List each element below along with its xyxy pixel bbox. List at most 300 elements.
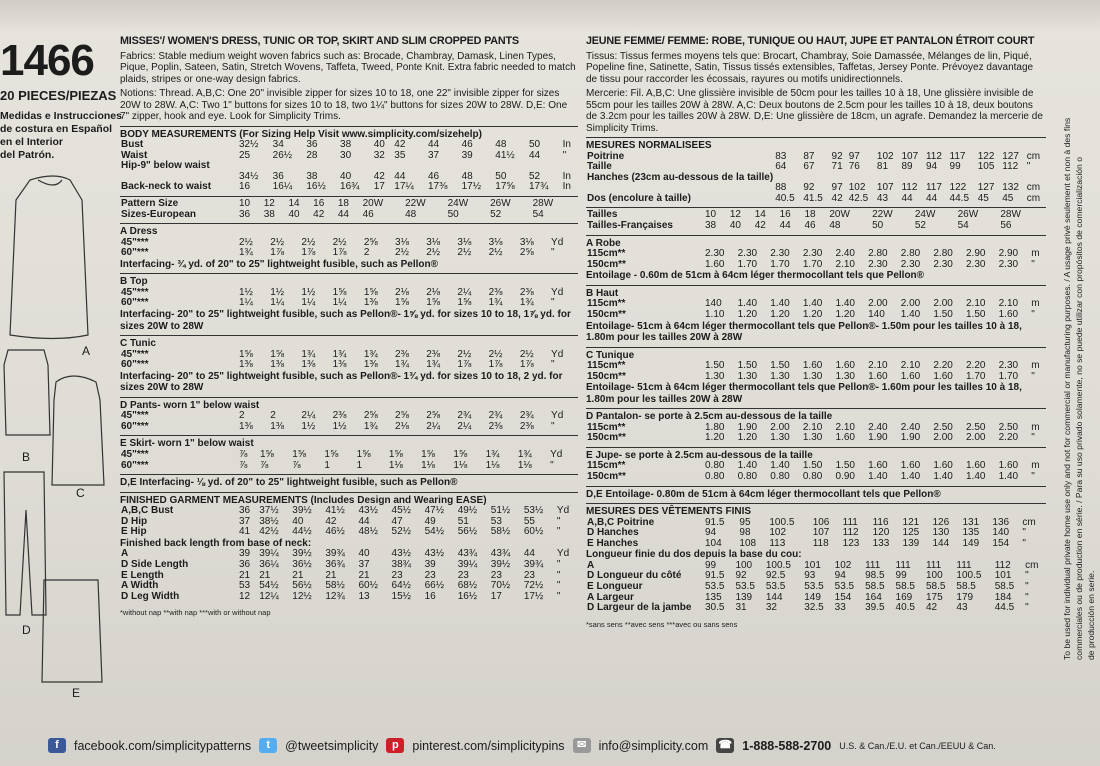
pinterest-icon: p (386, 738, 404, 753)
table-cell: 3⅛ (519, 236, 534, 248)
view-label-c: C (76, 486, 85, 500)
french-column (586, 36, 1046, 630)
table-cell: 53.5 (705, 581, 725, 593)
table-cell: " (556, 569, 561, 581)
table-row (120, 360, 578, 371)
table-cell: " (556, 580, 561, 592)
finished-measurements-table (120, 506, 578, 538)
table-cell: 40.5 (775, 192, 795, 204)
table-cell: 102 (848, 182, 866, 194)
body-measurements-heading: BODY MEASUREMENTS (For Sizing Help Visit www.simplicity.com/sizehelp) (120, 128, 482, 140)
table-cell: 2⅜ (488, 420, 503, 432)
table-cell: 2¼ (457, 286, 472, 298)
table-cell: 53.5 (735, 581, 755, 593)
table-cell: 2.30 (966, 258, 986, 270)
table-cell: 150cm** (587, 432, 626, 444)
table-cell: 42 (925, 602, 938, 614)
table-cell: 56½ (457, 526, 478, 538)
table-cell: 1½ (301, 420, 316, 432)
envelope-top-edge (0, 0, 1100, 30)
table-cell: 1⅝ (421, 448, 436, 460)
table-cell: 1¼ (239, 297, 253, 309)
table-cell: Back-neck to waist (121, 181, 212, 193)
table-cell: 10 (705, 209, 717, 221)
table-cell: 98.5 (865, 570, 885, 582)
table-cell: 95 (739, 516, 751, 528)
dress-sketch (10, 176, 88, 339)
table-cell: 1.50 (933, 308, 953, 320)
table-cell: 16½ (306, 181, 326, 193)
table-cell: 2.90 (966, 248, 986, 260)
table-cell: 2.00 (966, 432, 986, 444)
table-cell: 2⅛ (426, 286, 441, 298)
table-cell: 1¾ (519, 297, 534, 309)
table-cell: E Longueur (587, 581, 643, 593)
view-yardage-heading: D Pantalon- se porte à 2.5cm au-dessous de la taille (586, 411, 833, 423)
table-row (120, 560, 578, 571)
table-cell: 1.40 (933, 471, 953, 482)
table-cell: 39½ (292, 505, 312, 517)
table-cell: Yd (556, 505, 570, 517)
interfacing-note: Interfacing- ¾ yd. of 20" to 25" lightweight fusible, such as Pellon® (120, 258, 439, 270)
table-cell: 1.40 (737, 298, 758, 310)
table-cell (1042, 221, 1046, 232)
table-cell: 53½ (523, 505, 544, 517)
garment-sketches (0, 160, 112, 700)
table-cell: 101 (804, 559, 821, 571)
table-cell: A (121, 548, 129, 560)
table-cell: 3⅛ (457, 236, 472, 248)
interfacing-note: Interfacing- 20" to 25" lightweight fusible, such as Pellon®- 1¾ yd. for sizes 10 to 18, 2 yd. for sizes 20W to 28W (120, 370, 563, 394)
table-cell: 32½ (239, 139, 259, 150)
table-cell: 1⅜ (270, 420, 285, 432)
table-cell: 55 (523, 515, 535, 527)
table-cell: 58.5 (865, 581, 885, 593)
table-cell: 1⅛ (388, 459, 403, 471)
table-row (120, 288, 578, 299)
twitter-handle[interactable]: @tweetsimplicity (285, 738, 379, 753)
table-cell: 42½ (259, 526, 279, 538)
table-cell: 39½ (490, 558, 511, 570)
table-cell: 2.80 (900, 248, 921, 260)
table-cell: 1¾ (332, 348, 347, 360)
table-cell: 40 (358, 548, 370, 560)
table-cell: 16¾ (340, 181, 360, 193)
yardage-table (120, 450, 578, 471)
table-cell: 48½ (358, 526, 378, 538)
table-cell: 39.5 (865, 602, 885, 614)
table-cell: 54 (957, 220, 969, 232)
interfacing-note: Entoilage- 51cm à 64cm léger thermocollant tels que Pellon®- 1.50m pour les tailles 10 à 18, 1.80m pour les tailles 20W à 28W (586, 320, 1022, 344)
table-cell: 16¼ (272, 181, 293, 193)
table-cell (574, 210, 578, 221)
email-link[interactable]: info@simplicity.com (598, 738, 709, 753)
table-cell: 1⅜ (363, 297, 378, 309)
notions-text: Notions: Thread. A,B,C: One 20" invisible zipper for sizes 10 to 18, one 22" invisible zipper for sizes 20W to 28W. A,C: Two 1" buttons for sizes 10 to 18, two 1¼" buttons for sizes 20W to 28W. D,E: One 7" zipper, hook and eye. Look for Simplicity Trims. (120, 88, 568, 122)
table-cell: 33 (834, 602, 846, 614)
table-cell: 23 (424, 569, 436, 581)
table-cell: 1¾ (488, 297, 503, 309)
table-cell: 2½ (457, 348, 472, 360)
table-cell: 2.90 (998, 248, 1019, 260)
table-cell: Poitrine (587, 150, 625, 162)
body-measurements-table (120, 140, 578, 193)
table-cell: 100.5 (956, 570, 982, 582)
table-cell: 43½ (424, 548, 445, 560)
back-length-heading: Longueur finie du dos depuis la base du cou: (586, 549, 802, 561)
table-cell: 67 (803, 161, 815, 173)
table-cell: 1.20 (737, 432, 758, 444)
table-cell: 17⅝ (495, 181, 515, 193)
divider (586, 447, 1046, 448)
table-cell: 115cm** (587, 298, 626, 310)
table-cell: 2½ (488, 348, 503, 360)
table-cell: 40 (292, 515, 304, 527)
table-cell: 24W (914, 209, 936, 221)
divider (120, 435, 578, 436)
table-cell: 50 (447, 208, 459, 220)
table-cell: 42 (325, 515, 337, 527)
table-cell: 36 (239, 505, 251, 517)
divider (120, 397, 578, 398)
table-cell: 48 (405, 208, 417, 220)
table-cell: 1.20 (802, 308, 823, 320)
table-cell: 2½ (426, 247, 441, 259)
phone-icon: ☎ (716, 738, 734, 753)
divider (120, 492, 578, 493)
table-cell: 1½ (239, 286, 253, 298)
table-cell: 140 (868, 308, 885, 320)
table-cell: 1.60 (998, 308, 1019, 320)
table-cell: 2⅜ (519, 286, 534, 298)
table-cell: 1.60 (998, 460, 1019, 472)
table-cell: 32 (765, 602, 777, 614)
table-cell: 1.40 (998, 471, 1019, 482)
table-cell: 2.40 (868, 421, 888, 433)
pinterest-link[interactable]: pinterest.com/simplicitypins (412, 738, 565, 753)
table-cell: 1¾ (485, 448, 500, 460)
table-cell: 26½ (272, 149, 293, 161)
table-cell: 1.50 (705, 360, 725, 372)
table-cell: 40 (340, 170, 352, 182)
table-cell: 51 (457, 515, 469, 527)
table-cell: 1.20 (770, 308, 790, 320)
table-cell: 60½ (358, 580, 378, 592)
table-cell: 37½ (259, 505, 279, 517)
view-yardage-heading: C Tunic (120, 338, 156, 350)
table-cell: 1⅝ (239, 348, 253, 360)
table-cell: 36¾ (325, 558, 345, 570)
table-cell: 2.40 (835, 248, 855, 260)
table-cell: 1.60 (966, 460, 986, 472)
table-cell: 66½ (424, 580, 445, 592)
yardage-table (120, 350, 578, 371)
table-cell: Yd (551, 236, 564, 248)
table-cell: 1.60 (835, 432, 855, 444)
table-cell: Sizes-European (121, 208, 197, 220)
table-row (586, 152, 1046, 163)
yardage-table (586, 249, 1046, 270)
section-title: JEUNE FEMME/ FEMME: ROBE, TUNIQUE OU HAUT, JUPE ET PANTALON ÉTROIT COURT (586, 35, 1035, 47)
table-cell (574, 199, 578, 210)
table-cell: ⅞ (292, 459, 301, 471)
table-cell: 25 (239, 149, 251, 161)
table-cell: Yd (551, 286, 564, 298)
table-cell: 39 (461, 149, 473, 161)
table-cell: 131 (962, 516, 980, 528)
divider (586, 408, 1046, 409)
table-cell: " (1025, 581, 1029, 593)
table-cell: 1⅝ (356, 448, 371, 460)
table-cell: 107 (876, 182, 894, 194)
interfacing-note: Entoilage - 0.60m de 51cm à 64cm léger thermocollant tels que Pellon® (586, 270, 925, 282)
table-cell: 20W (829, 209, 850, 221)
table-cell: 2.20 (966, 360, 986, 372)
table-cell: 107 (901, 150, 919, 162)
table-cell: 17⅜ (427, 181, 448, 193)
table-cell: 169 (895, 591, 913, 603)
table-cell: 1⅜ (270, 359, 285, 371)
table-cell: 111 (956, 559, 972, 571)
table-cell: 42.5 (848, 192, 869, 204)
table-cell: 99 (705, 559, 717, 571)
table-cell: 1¼ (301, 297, 316, 309)
table-cell: 112 (994, 559, 1011, 571)
table-cell: A,B,C Bust (121, 505, 174, 517)
table-cell: 42 (313, 208, 325, 220)
table-cell: 1⅝ (388, 448, 403, 460)
table-cell: 53 (490, 515, 502, 527)
fabrics-text: Tissus: Tissus fermes moyens tels que: Brocart, Chambray, Soie Damassée, Mélanges de lin, Piqué, Popeline fine, Satinette, Satin, Tissus tissés extensibles, Taffetas, Jersey Ponte. Prévoyez davantage de tissu pour raccorder les écossais, rayures ou motifs unidirectionnels. (586, 50, 1034, 85)
table-cell: 106 (812, 516, 830, 528)
table-cell: 2¼ (457, 420, 472, 432)
table-row (120, 581, 578, 592)
table-cell: 2⅜ (426, 348, 441, 360)
table-cell: 1⅞ (519, 359, 534, 371)
table-cell: 1.70 (802, 258, 823, 270)
sizes-table (586, 210, 1046, 231)
table-cell: 2.30 (737, 248, 758, 260)
table-cell: 1.80 (705, 421, 725, 433)
table-cell: 28W (1000, 209, 1021, 221)
table-cell: 37 (427, 149, 440, 161)
table-cell: 40 (288, 208, 300, 220)
table-row (120, 506, 578, 517)
table-cell: 70½ (490, 580, 511, 592)
view-label-a: A (82, 344, 91, 358)
table-cell: 97 (848, 150, 860, 162)
table-cell: 58.5 (956, 581, 976, 593)
table-cell: Tailles-Françaises (587, 220, 673, 232)
table-cell: " (1031, 471, 1035, 482)
table-cell: 49 (424, 515, 436, 527)
table-cell: 1¼ (270, 297, 285, 309)
table-cell: 41½ (325, 505, 345, 517)
divider (586, 486, 1046, 487)
table-cell: m (1031, 360, 1040, 372)
table-cell: 42 (373, 170, 385, 182)
table-cell: 130 (932, 527, 950, 539)
table-cell: 132 (1002, 182, 1019, 194)
table-cell: 39¾ (523, 558, 544, 570)
table-cell: " (1026, 161, 1031, 173)
table-cell: 94 (705, 527, 717, 539)
table-cell: m (1031, 248, 1040, 260)
table-cell: 1¾ (395, 359, 409, 371)
table-cell: Waist (121, 149, 148, 161)
table-cell: 1.50 (966, 308, 986, 320)
table-cell: 1½ (301, 286, 316, 298)
table-cell: 2¾ (488, 410, 503, 422)
table-cell: 16 (313, 197, 325, 209)
table-cell: 1.90 (737, 421, 758, 433)
table-cell: 121 (902, 516, 920, 528)
table-cell: 44 (523, 548, 535, 560)
yardage-table (120, 411, 578, 432)
table-cell: 17¾ (528, 181, 549, 193)
table-cell: Yd (550, 448, 563, 460)
table-cell: 2.00 (900, 298, 921, 310)
table-cell: 32 (373, 149, 385, 161)
table-cell: 12 (263, 197, 275, 209)
de-interfacing-note: D,E Interfacing- ⅛ yd. of 20" to 25" lightweight fusible, such as Pellon® (120, 477, 458, 489)
table-cell: 38 (306, 170, 318, 182)
table-cell: 60"*** (121, 359, 149, 371)
table-cell: m (1031, 298, 1040, 310)
facebook-link[interactable]: facebook.com/simplicitypatterns (74, 738, 252, 753)
table-cell: 16 (779, 209, 791, 221)
table-cell: cm (1026, 182, 1041, 194)
table-cell: 20W (362, 197, 384, 209)
table-cell: 21 (292, 569, 304, 581)
table-cell: 44 (779, 220, 791, 232)
table-cell: Bust (121, 139, 144, 150)
table-cell: 179 (956, 591, 974, 603)
table-cell: 2⅜ (395, 348, 409, 360)
table-cell: 139 (735, 591, 753, 603)
finished-measurements-heading: MESURES DES VÊTEMENTS FINIS (586, 506, 752, 518)
table-cell: 92.5 (765, 570, 786, 582)
table-cell: 1.30 (835, 370, 855, 382)
table-cell: D Hanches (587, 527, 639, 539)
table-row (120, 182, 578, 193)
table-cell: 58½ (325, 580, 345, 592)
divider (586, 503, 1046, 504)
table-cell: 139 (902, 537, 920, 549)
table-cell: 48 (495, 139, 507, 150)
table-cell: 1.60 (705, 258, 725, 270)
table-cell: 102 (876, 150, 894, 162)
table-cell: 36 (239, 208, 251, 220)
table-cell: 72½ (523, 580, 544, 592)
divider (586, 285, 1046, 286)
table-cell: 2.30 (998, 360, 1019, 372)
table-cell: 1½ (270, 286, 285, 298)
table-cell: 116 (872, 516, 889, 528)
table-cell: 2 (363, 247, 370, 259)
table-cell: 1⅝ (270, 348, 285, 360)
table-cell: 0.80 (802, 471, 823, 482)
table-cell: 1⅛ (517, 459, 532, 471)
table-cell: 68½ (457, 580, 478, 592)
table-cell: 1¼ (332, 297, 347, 309)
table-cell: 22W (872, 209, 893, 221)
table-cell: 93 (804, 570, 816, 582)
table-cell: 104 (705, 537, 722, 549)
finished-measurements-table (586, 518, 1046, 550)
table-cell: 1.40 (868, 471, 888, 482)
table-cell: 2.00 (933, 432, 953, 444)
table-cell: 2¼ (426, 420, 441, 432)
table-cell: 0.80 (737, 471, 758, 482)
table-cell: 102 (834, 559, 852, 571)
table-cell: 36 (239, 558, 251, 570)
back-length-table (120, 549, 578, 602)
table-cell: 17 (373, 181, 385, 193)
de-interfacing-note: D,E Entoilage- 0.80m de 51cm à 64cm léger thermocollant tels que Pellon® (586, 488, 941, 500)
table-cell: 45"*** (121, 348, 149, 360)
table-cell: 16½ (457, 590, 478, 602)
table-cell: A,B,C Poitrine (587, 516, 655, 528)
table-cell: 1½ (332, 420, 347, 432)
body-measurements-heading: MESURES NORMALISEES (586, 140, 712, 151)
table-cell: 2⅜ (488, 286, 503, 298)
table-cell: 100 (735, 559, 753, 571)
table-cell: 56½ (292, 580, 312, 592)
divider (120, 223, 578, 224)
table-cell: A Largeur (587, 591, 634, 603)
table-cell: ⅞ (259, 459, 269, 471)
table-cell: 50 (495, 170, 507, 182)
table-cell: 2.30 (802, 248, 823, 260)
table-cell: 2⅝ (519, 247, 534, 259)
table-cell: 36 (306, 139, 318, 150)
table-cell: 1 (356, 459, 363, 471)
table-cell: 12¾ (325, 590, 345, 602)
table-cell: 23 (391, 569, 403, 581)
table-cell: 52 (490, 208, 502, 220)
table-cell: 1.30 (802, 432, 823, 444)
table-cell: 43¾ (490, 548, 511, 560)
table-cell: 1.30 (802, 370, 823, 382)
table-cell: D Longueur du côté (587, 570, 682, 582)
table-cell: 100.5 (765, 559, 791, 571)
yardage-table (586, 299, 1046, 320)
table-cell: 17½ (461, 181, 482, 193)
table-cell: 34½ (239, 170, 259, 182)
table-cell: 53 (239, 580, 251, 592)
table-cell: 45 (1002, 192, 1014, 204)
table-cell: 102 (769, 527, 787, 539)
table-cell: 94 (834, 570, 846, 582)
table-cell: 1¾ (363, 348, 378, 360)
table-cell: 2½ (395, 247, 409, 259)
interfacing-note: Entoilage- 51cm à 64cm léger thermocollant tels que Pellon®- 1.60m pour les tailles 10 à 18, 1.80m pour les tailles 20W à 28W (586, 382, 1022, 405)
table-cell: 10 (239, 197, 251, 209)
table-cell: 144 (765, 591, 783, 603)
table-cell: 2.00 (868, 298, 888, 310)
table-cell: " (551, 297, 555, 309)
table-cell: 1.30 (770, 370, 790, 382)
table-cell: 42 (754, 220, 766, 232)
table-cell: 1.60 (933, 460, 953, 472)
table-cell: 44.5 (949, 192, 970, 204)
table-cell: 18 (337, 197, 349, 209)
table-cell: 1⅜ (332, 359, 347, 371)
table-cell: 1.40 (900, 308, 921, 320)
table-cell: 38¾ (391, 558, 411, 570)
table-cell: 36¼ (259, 558, 279, 570)
